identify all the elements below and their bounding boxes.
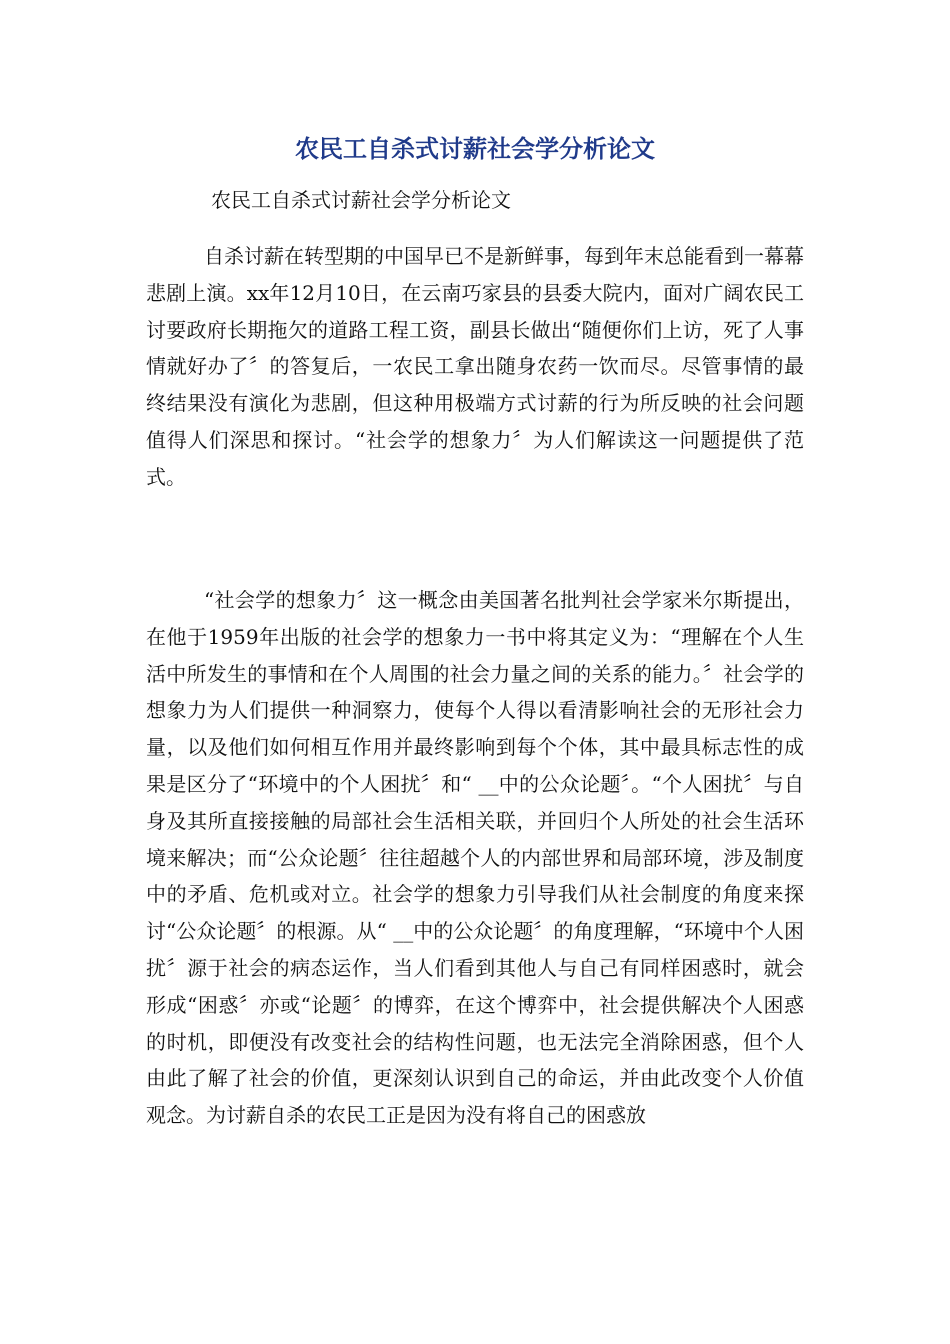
document-title: 农民工自杀式讨薪社会学分析论文 [295, 135, 655, 163]
body-paragraph-2: “社会学的想象力〞这一概念由美国著名批判社会学家米尔斯提出，在他于1959年出版的社会学的想象力一书中将其定义为：“理解在个人生活中所发生的事情和在个人周围的社会力量之间的关系的能力。〞社会学的想象力为人们提供一种洞察力，使每个人得以看清影响社会的无形社会力量，以及他们如何相互作用并最终影响到每个个体，其中最具标志性的成果是区分了“环境中的个人困扰〞和“ __中的公众论题〞。“个人困扰〞与自身及其所直接接触的局部社会生活相关联，并回归个人所处的社会生活环境来解决；而“公众论题〞往往超越个人的内部世界和局部环境，涉及制度中的矛盾、危机或对立。社会学的想象力引导我们从社会制度的角度来探讨“公众论题〞的根源。从“ __中的公众论题〞的角度理解，“环境中个人困扰〞源于社会的病态运作，当人们看到其他人与自己有同样困惑时，就会形成“困惑〞亦或“论题〞的博弈，在这个博弈中，社会提供解决个人困惑的时机，即便没有改变社会的结构性问题，也无法完全消除困惑，但个人由此了解了社会的价值，更深刻认识到自己的命运，并由此改变个人价值观念。为讨薪自杀的农民工正是因为没有将自己的困惑放 [146, 588, 804, 1128]
document-subtitle: 农民工自杀式讨薪社会学分析论文 [211, 188, 511, 212]
body-paragraph-1: 自杀讨薪在转型期的中国早已不是新鲜事，每到年末总能看到一幕幕悲剧上演。xx年12月10日，在云南巧家县的县委大院内，面对广阔农民工讨要政府长期拖欠的道路工程工资，副县长做出“随便你们上访，死了人事情就好办了〞的答复后，一农民工拿出随身农药一饮而尽。尽管事情的最终结果没有演化为悲剧，但这种用极端方式讨薪的行为所反映的社会问题值得人们深思和探讨。“社会学的想象力〞为人们解读这一问题提供了范式。 [146, 244, 804, 489]
